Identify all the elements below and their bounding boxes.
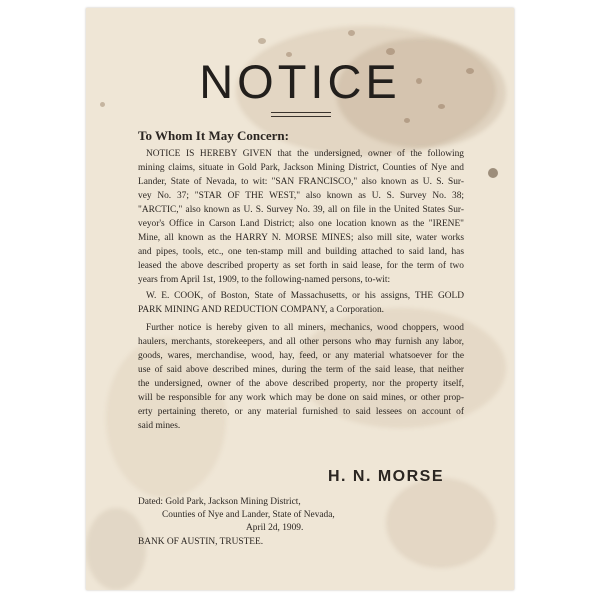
paragraph-1-line: vey No. 37; "STAR OF THE WEST," also known as U. S. Survey No. 38; (138, 191, 464, 201)
dated-line: Dated: Gold Park, Jackson Mining District, (138, 497, 301, 507)
paragraph-3-line: haulers, merchants, storekeepers, and all other persons who may furnish any labor, (138, 337, 464, 347)
dated-line: Counties of Nye and Lander, State of Nevada, (162, 510, 335, 520)
paragraph-3-line: said mines. (138, 421, 181, 431)
paragraph-1-line: mining claims, situate in Gold Park, Jackson Mining District, Counties of Nye and (138, 163, 464, 173)
headline-rule-top (271, 112, 331, 113)
paragraph-1-line: and pipes, tools, etc., one ten-stamp mill and building attached to said land, has (138, 247, 464, 257)
dated-line: April 2d, 1909. (246, 523, 304, 533)
notice-text (86, 8, 514, 590)
paragraph-1-line: leased the above described property as set forth in said lease, for the term of two (138, 261, 464, 271)
trustee-line: BANK OF AUSTIN, TRUSTEE. (138, 537, 264, 547)
paragraph-1-line: "ARCTIC," also known as U. S. Survey No. 39, all on file in the United States Sur- (138, 205, 464, 215)
paragraph-1-line: NOTICE IS HEREBY GIVEN that the undersigned, owner of the following (146, 149, 464, 159)
paragraph-3-line: the undersigned, owner of the above described property, nor the property itself, (138, 379, 464, 389)
paragraph-1-line: veyor's Office in Carson Land District; also one location known as the "IRENE" (138, 219, 464, 229)
salutation: To Whom It May Concern: (138, 128, 289, 143)
paragraph-1-line: years from April 1st, 1909, to the following-named persons, to-wit: (138, 275, 391, 285)
paragraph-3-line: will be responsible for any work which may be done on said mines, or other prop- (138, 393, 464, 403)
paragraph-1-line: Lander, State of Nevada, to wit: "SAN FRANCISCO," also known as U. S. Sur- (138, 177, 464, 187)
paragraph-3-line: goods, wares, merchandise, wood, hay, feed, or any material whatsoever for the (138, 351, 464, 361)
paragraph-1-line: Mine, all known as the HARRY N. MORSE MINES; also mill site, water works (138, 233, 464, 243)
signature-name: H. N. MORSE (327, 468, 444, 485)
paragraph-3-line: erty pertaining thereto, or any material furnished to said lessees on account of (138, 407, 464, 417)
notice-document (86, 8, 514, 590)
notice-headline: NOTICE (199, 55, 401, 108)
paragraph-2-line: PARK MINING AND REDUCTION COMPANY, a Corporation. (138, 305, 385, 315)
headline-rule-bottom (271, 116, 331, 117)
paragraph-2-line: W. E. COOK, of Boston, State of Massachusetts, or his assigns, THE GOLD (146, 291, 464, 301)
paragraph-3-line: use of said above described mines, during the term of the said lease, that neither (138, 365, 464, 375)
paragraph-3-line: Further notice is hereby given to all miners, mechanics, wood choppers, wood (146, 323, 464, 333)
